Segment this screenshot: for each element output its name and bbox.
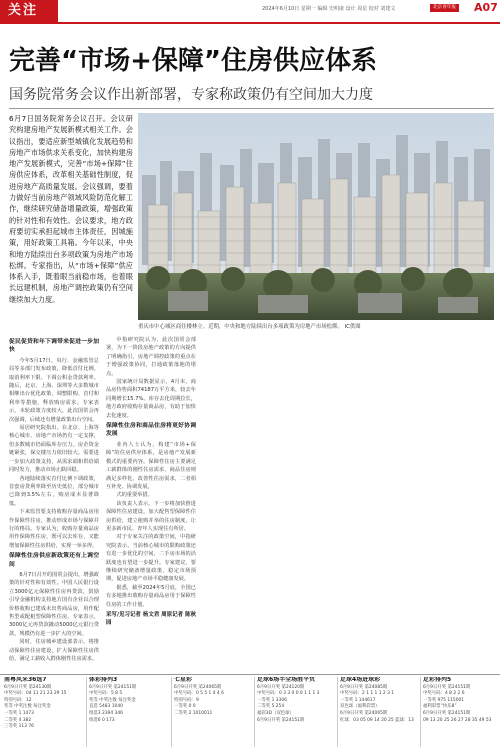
lottery-panel-4 <box>257 677 335 749</box>
body-paragraph: 业内人士认为，构建“市场+保障”的住房供应体系，是房地产发展新模式的重要内容。保障性住房主要满足工薪群体的刚性住房需求，商品住房则满足多样化、改善性住房需求，二者相互补充、协调发展。 <box>106 441 196 490</box>
lottery-line: 组选3 2394 346 <box>89 710 123 716</box>
lottery-title: 足球6场半全场胜平负 <box>257 677 316 683</box>
article-column-1 <box>9 336 99 670</box>
body-paragraph: 据悉，截至2024年5月底，全国已有多地推出收购存量商品房用于保障性住房的工作计划。 <box>106 584 196 608</box>
body-paragraph: 式的重要举措。 <box>116 492 153 499</box>
lottery-line: 09 13 20 25 26 27 28 35 49 53 <box>423 717 492 723</box>
section-tag: 关注 <box>0 0 58 22</box>
lottery-separator <box>171 677 172 747</box>
lottery-line: 一等奖 0 0 <box>174 704 196 710</box>
header-rule <box>0 22 500 24</box>
lottery-panel-5 <box>340 677 418 749</box>
article-column-2 <box>106 336 196 670</box>
lottery-line: 中奖号码：2 1 1 1 1 2 3 1 <box>340 691 395 697</box>
lottery-separator <box>337 677 338 747</box>
lottery-separator <box>420 677 421 747</box>
body-paragraph: 各地陆续落实首付比例下调政策，首套房贷利率降至历史低位，部分城市已降到3.5%左右，购房成本显著降低。 <box>9 475 99 507</box>
lottery-line: 6月9日开奖 第24065期 <box>340 710 388 716</box>
lottery-line: 特别号码：9 <box>174 697 199 703</box>
body-paragraph: 6月7日召开的国常会提出，增强政策的针对性和有效性。中国人民银行设立3000亿元保障性住房再贷款，鼓励引导金融机构支持地方国有企业以合理价格收购已建成未出售商品房，用作配售型或配租型保障性住房。专家表示，3000亿元再贷款撬动5000亿元银行贷款，规模仍有进一步扩大的空间。 <box>9 571 99 637</box>
body-paragraph: 对于专家关注的政策空间，中指研究院表示，当前核心城市的限购政策还有进一步优化的空间，二手房市场的活跃度也有望进一步提升。专家建议，要继续研究储备增量政策，稳定市场预期，促进房地产市场平稳健康发展。 <box>106 534 196 583</box>
lottery-line: 组选6 0 173 <box>89 717 115 723</box>
divider <box>9 108 494 109</box>
lottery-title: 足球4场进球彩 <box>340 677 381 683</box>
lottery-line: 6月9日开奖 第24085期 <box>340 684 388 690</box>
issue-meta: 2024年6月10日 星期一 编辑 史明康 设计 周星 校对 刘建文 <box>262 6 396 12</box>
lottery-line: 中奖号码：04 11 21 23 29 15 <box>4 691 67 697</box>
lottery-line: 6月9日开奖 第24151期 <box>257 717 305 723</box>
lottery-line: 一等奖 1 144617 <box>340 697 376 703</box>
lottery-line: 直选 5483 1040 <box>89 704 123 710</box>
lottery-line: 6月9日开奖 第24151期 <box>89 684 137 690</box>
lottery-line: 三等奖 113 76 <box>4 724 34 730</box>
paper-name-tag: 北京青年报 <box>430 4 459 12</box>
lottery-separator <box>86 677 87 747</box>
article-column-4 <box>300 336 396 670</box>
lottery-line: 一等奖 1 3306 <box>257 697 287 703</box>
lottery-line: 一等奖 1 1473 <box>4 710 34 716</box>
lottery-panel-1 <box>4 677 84 749</box>
body-paragraph: 易居研究院指出，在北京、上海等核心城市，房地产市场仍有一定支撑，但多数城市仍面临库存压力。房企资金链紧张，保交楼压力依旧较大。需要进一步加大政策支持，从需求端和供给端同时发力，推动市场止跌回稳。 <box>9 425 99 474</box>
lottery-line: 一等奖 975 115001 <box>423 697 465 703</box>
lottery-line: 6月9日开奖 第24151期 <box>423 684 471 690</box>
lottery-panel-3 <box>174 677 252 749</box>
section-heading: 促民促贷和年下调带来促进一步加快 <box>9 339 99 354</box>
section-heading: 保障性住房供应新政策还有上调空间 <box>9 553 99 568</box>
lottery-line: 奖等 中奖注数 每注奖金 <box>89 697 136 703</box>
article-column-3 <box>203 336 293 670</box>
body-paragraph: 国家统计局数据显示，4月末，商品房待售面积74187万平方米，较去年同期增长15.7%。库存去化周期拉长，地方政府收购存量商品房，有助于加快去化速度。 <box>106 379 196 419</box>
lottery-panel-6 <box>423 677 497 749</box>
lottery-title: 足彩排列5 <box>423 677 452 683</box>
page-subtitle: 国务院常务会议作出新部署，专家称政策仍有空间加大力度 <box>9 87 373 103</box>
lottery-separator <box>254 677 255 747</box>
lottery-line: 双色球（福利彩票） <box>340 704 380 710</box>
article-column-5 <box>402 336 494 670</box>
lottery-line: 6月9日开奖 第24151期 <box>423 710 471 716</box>
body-paragraph: 同时，住房城乡建设部表示，将推动保障性住房建设，扩大保障性住房供给，满足工薪收入群体刚性住房需求。 <box>9 639 99 663</box>
body-paragraph: 今年5月17日，央行、金融监管总局等多部门发布政策，降低首付比例、取消利率下限、下调公积金贷款利率。随后，北京、上海、深圳等大多数城市相继出台优化政策，调整限购、首付和利率等措施，释放购房需求。专家表示，本轮政策力度较大，此次国常会再次强调，后续还有增量政策出台空间。 <box>9 357 99 423</box>
lottery-line: 中奖号码：5 8 5 <box>89 691 123 697</box>
photo-caption: 重庆市中心城区商住楼林立。近期，中央和地方陆续出台多项政策为房地产市场松绑。 IC供图 <box>138 324 361 330</box>
lottery-line: 福利彩票“快乐8” <box>423 704 457 710</box>
lottery-line: 6月9日开奖 第24120期 <box>257 684 305 690</box>
lottery-line: 中奖号码：0 3 3 0 0 0 1 1 1 3 <box>257 691 320 697</box>
lottery-line: 福彩3D（双色球） <box>257 710 294 716</box>
lottery-line: 6月9日开奖 第24065期 <box>174 684 222 690</box>
lottery-divider <box>0 674 500 675</box>
lottery-panel-2 <box>89 677 169 749</box>
lottery-line: 中奖号码：4 8 2 2 6 <box>423 691 465 697</box>
lottery-line: 中奖号码：0 5 5 1 4 4 6 <box>174 691 224 697</box>
city-skyline-photo <box>138 113 494 320</box>
lottery-line: 二等奖 5 254 <box>257 704 285 710</box>
lottery-line: 二等奖 2 1010011 <box>174 710 213 716</box>
lottery-line: 特别号码：12 <box>4 697 32 703</box>
section-heading: 保障性住房和商品住房将更好协调发展 <box>106 423 196 438</box>
body-paragraph: 该负责人表示，下一步将加快推进保障性住房建设，加大配售型保障性住房供给，建立租购并举的住房制度，让更多新市民、青年人实现住有所居。 <box>106 500 196 532</box>
lottery-title: 体彩排列3 <box>89 677 118 683</box>
byline: 采写/见习记者 杨文君 周原记者 陈秋园 <box>106 612 196 627</box>
page-number: A07 <box>474 1 498 14</box>
lottery-line: 二等奖 4 382 <box>4 717 32 723</box>
page-title: 完善“市场+保障”住房供应体系 <box>9 46 377 76</box>
page-header <box>0 0 500 22</box>
body-paragraph: 中指研究院认为，此次国常会部署，为下一阶段房地产政策的方向提供了明确指引，房地产调控政策的重点在于增强政策协同，打通政策落地的堵点。 <box>106 337 196 377</box>
lottery-line: 6月9日开奖 第24130期 <box>4 684 52 690</box>
lottery-line: 奖等 中奖注数 每注奖金 <box>4 704 51 710</box>
lottery-title: 南粤风采36选7 <box>4 677 47 683</box>
lottery-title: 七星彩 <box>174 677 193 683</box>
city-skyline-illustration <box>138 113 494 320</box>
body-paragraph: 下来监管要支持收购存量商品房用作保障性住房，推动形成市场与保障并行的格局。专家认为，收购存量商品房用作保障性住房，既可以去库存，又能增加保障性住房供给，实现一举多得。 <box>9 509 99 549</box>
lottery-line: 红球：03 05 09 14 20 25 蓝球：13 <box>340 717 414 723</box>
lead-paragraph: 6月7日国务院常务会议召开。会议研究构建房地产发展新模式相关工作。会议指出，要适应新型城镇化发展趋势和房地产市场供求关系变化，加快构建房地产发展新模式，完善“市场+保障”住房供应体系，改革相关基础性制度，促进房地产高质量发展。会议强调，要着力做好当前房地产领域风险防范化解工作，继续研究储备增量政策，增强政策的针对性和有效性。会议要求，地方政府要切实承担起城市主体责任，因城施策，用好政策工具箱。今年以来，中央和地方陆续出台多项政策为房地产市场松绑。专家指出，从“市场+保障”供应体系入手，既着眼当前稳市场，也着眼长远建机制，房地产调控政策仍有空间继续加大力度。 <box>9 114 133 304</box>
